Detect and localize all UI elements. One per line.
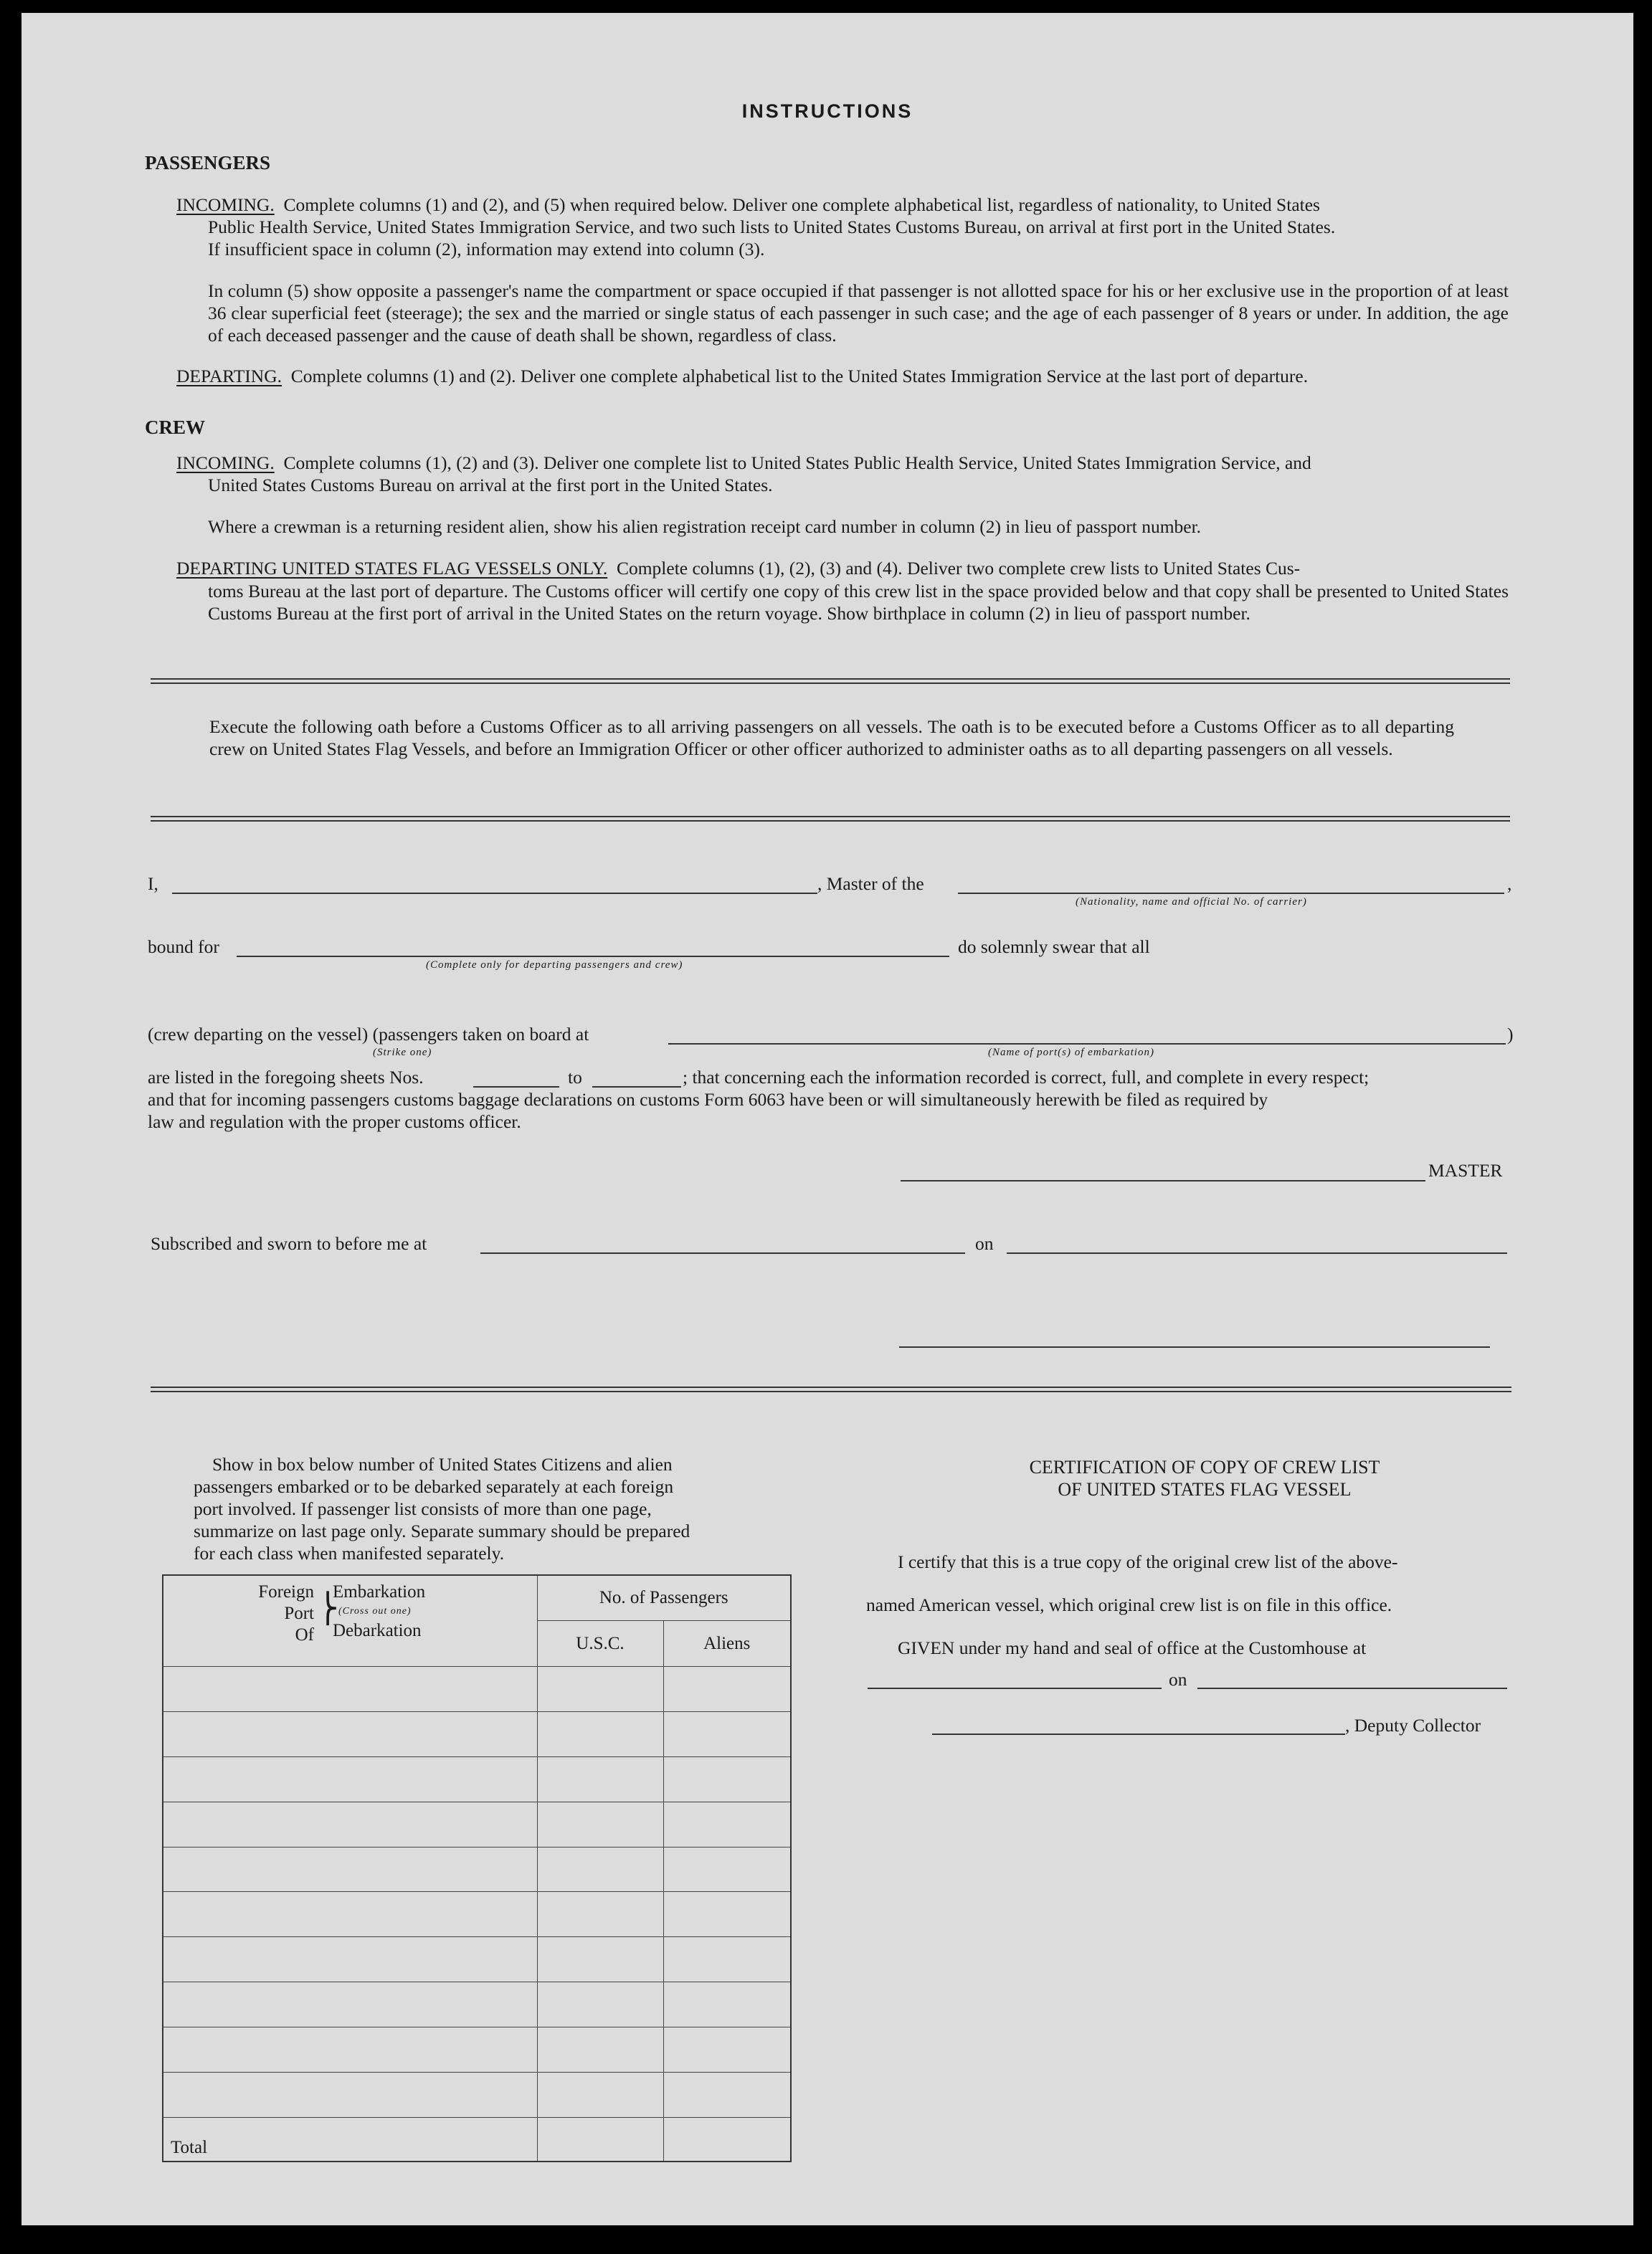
master-name-field[interactable] [172,893,817,894]
cross-out-caption: (Cross out one) [338,1606,412,1617]
aliens-cell[interactable] [663,2072,791,2117]
usc-cell[interactable] [537,2027,663,2072]
master-label: MASTER [1428,1160,1503,1181]
certification-date-field[interactable] [1197,1688,1507,1689]
crew-incoming-line1 [176,452,1311,474]
summary-intro-line3: port involved. If passenger list consists of more than one page, [194,1498,652,1519]
aliens-cell[interactable] [663,1892,791,1937]
crew-incoming-line2: United States Customs Bureau on arrival at the first port in the United States. [208,475,773,495]
strike-caption: (Strike one) [373,1047,432,1058]
oath-listed-line2: and that for incoming passengers customs baggage declarations on customs Form 6063 have been or will simultaneously herewith be filed as required by [148,1089,1268,1110]
summary-intro-line2: passengers embarked or to be debarked separately at each foreign [194,1476,674,1497]
col-port-1: Foreign [258,1582,314,1602]
passenger-summary-table [162,1574,792,2162]
oath-solemnly: do solemnly swear that all [958,936,1150,957]
crew-departing-text1: Complete columns (1), (2), (3) and (4). Deliver two complete crew lists to United States Cus- [616,558,1301,579]
usc-cell[interactable] [537,1892,663,1937]
crew-resident-alien: Where a crewman is a returning resident alien, show his alien registration receipt card number in column (2) in lieu of passport number. [208,516,1202,537]
section-divider [151,1387,1511,1392]
aliens-cell[interactable] [663,1982,791,2027]
deputy-signature-field[interactable] [932,1734,1345,1735]
usc-cell[interactable] [537,1667,663,1712]
brace-glyph: ⎬ [317,1592,338,1625]
summary-intro-line4: summarize on last page only. Separate summary should be prepared [194,1521,690,1541]
officer-signature-field[interactable] [899,1346,1490,1348]
port-cell[interactable] [163,1982,537,2027]
certification-line1: I certify that this is a true copy of the original crew list of the above- [898,1551,1398,1572]
aliens-cell[interactable] [663,1802,791,1847]
passengers-heading: PASSENGERS [145,152,271,173]
crew-departing-line1 [176,558,1300,579]
crew-incoming-label: INCOMING. [176,452,275,473]
aliens-cell[interactable] [663,1847,791,1892]
usc-cell[interactable] [537,2072,663,2117]
passengers-incoming-line3: If insufficient space in column (2), information may extend into column (3). [208,239,765,260]
oath-comma: , [1507,873,1512,894]
usc-cell[interactable] [537,1937,663,1982]
oath-listed-a: are listed in the foregoing sheets Nos. [148,1067,424,1088]
oath-close-paren: ) [1507,1024,1514,1045]
oath-listed-b: ; that concerning each the information recorded is correct, full, and complete in every respect; [683,1067,1369,1088]
oath-bound-for: bound for [148,936,219,957]
usc-cell[interactable] [537,1756,663,1802]
total-label: Total [163,2117,537,2162]
passengers-departing-label: DEPARTING. [176,366,282,386]
crew-incoming-text1: Complete columns (1), (2) and (3). Deliver one complete list to United States Public Health Service, United States Immigration Service, and [283,452,1311,473]
subscribed-label: Subscribed and sworn to before me at [151,1233,427,1254]
embarkation-port-field[interactable] [668,1043,1506,1045]
crew-heading: CREW [145,417,206,438]
port-cell[interactable] [163,1756,537,1802]
no-of-passengers-header: No. of Passengers [537,1575,791,1621]
usc-cell[interactable] [537,1712,663,1757]
instructions-title: INSTRUCTIONS [741,100,913,122]
oath-i-label: I, [148,873,158,894]
oath-crew-departing: (crew departing on the vessel) (passengers taken on board at [148,1024,589,1045]
col-port-2: Port [284,1604,314,1623]
passengers-incoming-line1 [176,194,1320,216]
certification-heading-2: OF UNITED STATES FLAG VESSEL [1058,1479,1352,1500]
port-cell[interactable] [163,1712,537,1757]
aliens-cell[interactable] [663,2027,791,2072]
aliens-cell[interactable] [663,1712,791,1757]
port-cell[interactable] [163,2072,537,2117]
col-port-3: Of [295,1625,314,1645]
crew-departing-label: DEPARTING UNITED STATES FLAG VESSELS ONLY. [176,558,608,579]
section-divider [151,678,1510,684]
port-cell[interactable] [163,1667,537,1712]
passengers-column5-paragraph: In column (5) show opposite a passenger's name the compartment or space occupied if that passenger is not allotted space for his or her exclusive use in the proportion of at least 36 clear superficial feet (steerage); the sex and the married or single status of each passenger in such case; and the age of each passenger of 8 years or under. In addition, the age of each deceased passenger and the cause of death shall be shown, regardless of class. [208,280,1509,346]
passengers-incoming-line2: Public Health Service, United States Immigration Service, and two such lists to United States Customs Bureau, on arrival at first port in the United States. [208,217,1336,237]
bound-for-field[interactable] [237,956,949,957]
usc-cell[interactable] [537,1982,663,2027]
sheet-from-field[interactable] [473,1086,559,1088]
port-cell[interactable] [163,1937,537,1982]
oath-listed-to: to [568,1067,582,1088]
section-divider [151,816,1510,822]
sworn-place-field[interactable] [480,1252,965,1254]
aliens-total-cell[interactable] [663,2117,791,2162]
passengers-departing-text: Complete columns (1) and (2). Deliver one complete alphabetical list to the United States Immigration Service at the last port of departure. [290,366,1309,386]
col-debarkation[interactable]: Debarkation [333,1621,422,1640]
bound-caption: (Complete only for departing passengers and crew) [426,959,683,971]
usc-total-cell[interactable] [537,2117,663,2162]
port-header-cell [163,1575,537,1667]
deputy-collector-label: , Deputy Collector [1345,1715,1481,1736]
aliens-cell[interactable] [663,1756,791,1802]
certification-heading-1: CERTIFICATION OF COPY OF CREW LIST [1029,1457,1380,1478]
port-cell[interactable] [163,1802,537,1847]
col-embarkation[interactable]: Embarkation [333,1582,426,1602]
oath-instructions: Execute the following oath before a Customs Officer as to all arriving passengers on all vessels. The oath is to be executed before a Customs Officer as to all departing crew on United States Flag Vessels, and before an Immigration Officer or other officer authorized to administer oaths as to all departing passengers on all vessels. [209,716,1454,759]
aliens-cell[interactable] [663,1937,791,1982]
summary-intro-line1: Show in box below number of United States Citizens and alien [212,1454,673,1475]
certification-line3: GIVEN under my hand and seal of office at the Customhouse at [898,1637,1367,1658]
summary-intro-line5: for each class when manifested separately. [194,1543,505,1564]
carrier-field[interactable] [958,893,1504,894]
passengers-departing-line [176,366,1308,387]
subscribed-on: on [975,1233,994,1254]
port-cell[interactable] [163,2027,537,2072]
aliens-cell[interactable] [663,1667,791,1712]
sworn-date-field[interactable] [1007,1252,1507,1254]
carrier-caption: (Nationality, name and official No. of carrier) [1076,896,1307,908]
sheet-to-field[interactable] [592,1086,681,1088]
crew-departing-paragraph: toms Bureau at the last port of departure. The Customs officer will certify one copy of this crew list in the space provided below and that copy shall be presented to United States Customs Bureau at the first port of arrival in the United States on the return voyage. Show birthplace in column (2) in lieu of passport number. [208,581,1509,624]
passengers-incoming-label: INCOMING. [176,194,275,215]
usc-cell[interactable] [537,1847,663,1892]
oath-master-of: , Master of the [817,873,924,894]
aliens-header: Aliens [663,1621,791,1667]
form-sheet [22,13,1633,2225]
certification-line2: named American vessel, which original crew list is on file in this office. [866,1594,1392,1615]
master-signature-field[interactable] [901,1180,1425,1181]
certification-on: on [1169,1669,1187,1690]
customhouse-field[interactable] [868,1688,1162,1689]
usc-cell[interactable] [537,1802,663,1847]
usc-header: U.S.C. [537,1621,663,1667]
oath-listed-line3: law and regulation with the proper customs officer. [148,1111,521,1132]
port-caption: (Name of port(s) of embarkation) [988,1047,1154,1058]
port-cell[interactable] [163,1892,537,1937]
port-cell[interactable] [163,1847,537,1892]
passengers-incoming-text1: Complete columns (1) and (2), and (5) when required below. Deliver one complete alphabetical list, regardless of nationality, to United States [283,194,1320,215]
